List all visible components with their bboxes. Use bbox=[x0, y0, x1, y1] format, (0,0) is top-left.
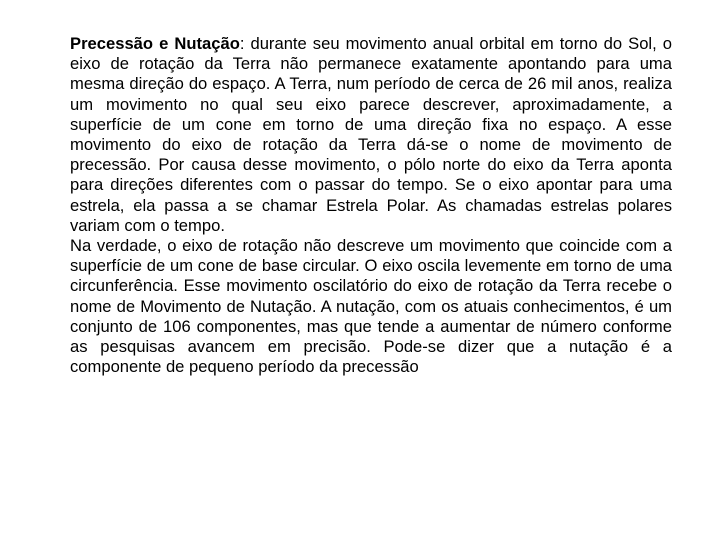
paragraph-precessao bbox=[70, 34, 672, 236]
paragraph-2-body: Na verdade, o eixo de rotação não descreve um movimento que coincide com a superfície de um cone de base circular. O eixo oscila levemente em torno de uma circunferência. Esse movimento oscilatório do eixo de rotação da Terra recebe o nome de Movimento de Nutação. A nutação, com os atuais conhecimentos, é um conjunto de 106 componentes, mas que tende a aumentar de número conforme as pesquisas avancem em precisão. Pode-se dizer que a nutação é a componente de pequeno período da precessão bbox=[70, 236, 672, 377]
term-nutacao: Nutação bbox=[174, 34, 240, 53]
term-connector: e bbox=[153, 34, 175, 53]
paragraph-1-body: : durante seu movimento anual orbital em torno do Sol, o eixo de rotação da Terra não permanece exatamente apontando para uma mesma direção do espaço. A Terra, num período de cerca de 26 mil anos, realiza um movimento no qual seu eixo parece descrever, aproximadamente, a superfície de um cone em torno de uma direção fixa no espaço. A esse movimento do eixo de rotação da Terra dá-se o nome de movimento de precessão. Por causa desse movimento, o pólo norte do eixo da Terra aponta para direções diferentes com o passar do tempo. Se o eixo apontar para uma estrela, ela passa a se chamar Estrela Polar. As chamadas estrelas polares variam com o tempo. bbox=[70, 34, 672, 235]
paragraph-nutacao bbox=[70, 236, 672, 377]
text-block bbox=[70, 34, 672, 377]
term-precessao: Precessão bbox=[70, 34, 154, 53]
